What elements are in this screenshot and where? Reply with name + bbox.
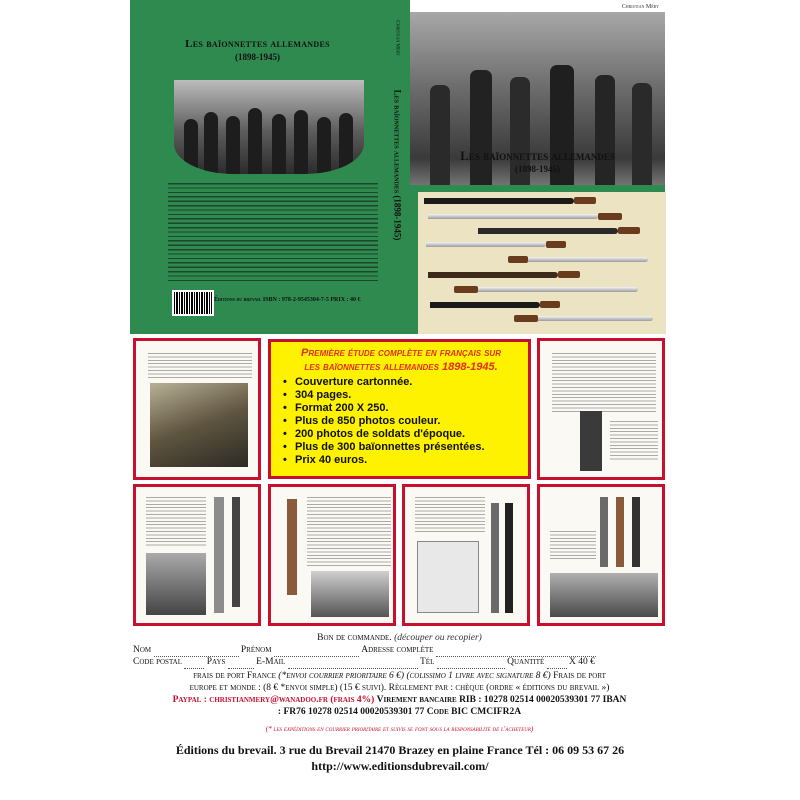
email-field[interactable]: [288, 668, 418, 669]
spine-author: Christian Méry: [394, 20, 400, 56]
bayonet-display-photo: [418, 192, 666, 334]
front-cover-years: (1898-1945): [515, 164, 560, 174]
pays-field[interactable]: [228, 668, 254, 669]
book-spine: [385, 0, 410, 334]
order-form: [133, 633, 666, 743]
back-cover-years: (1898-1945): [235, 52, 280, 62]
order-shipping-france: frais de port France (*envoi courrier prioritaire 6 €) (colissimo 1 livre avec signature 8 €) Frais de port: [193, 671, 606, 681]
preview-page-3: [133, 484, 261, 626]
front-cover-author: Christian Méry: [621, 4, 659, 10]
order-row-contact: Code postal Pays E-Mail Tél Quantité X 40 €: [133, 657, 595, 667]
publisher-footer: [0, 742, 800, 774]
promo-feature: • 304 pages.: [295, 389, 485, 402]
order-shipping-europe: europe et monde : (8 € *envoi simple) (15 € suivi). Règlement par : chèque (ordre « éditions du brevail »): [189, 683, 610, 693]
promo-feature: • Prix 40 euros.: [295, 454, 485, 467]
publisher-address: Éditions du brevail. 3 rue du Brevail 21470 Brazey en plaine France Tél : 06 09 53 67 26: [175, 743, 625, 757]
spine-title: Les baïonnettes allemandes (1898-1945): [392, 89, 403, 241]
order-iban-line: : FR76 10278 02514 00020539301 77 Code BIC CMCIFR2A: [277, 707, 522, 717]
promo-feature: • 200 photos de soldats d'époque.: [295, 428, 485, 441]
preview-page-4: [268, 484, 396, 626]
promo-feature: • Couverture cartonnée.: [295, 376, 485, 389]
preview-page-6: [537, 484, 665, 626]
publisher-website-link[interactable]: http://www.editionsdubrevail.com/: [311, 759, 489, 773]
preview-page-2: [537, 338, 665, 480]
promo-feature: • Format 200 X 250.: [295, 402, 485, 415]
quantite-field[interactable]: [547, 668, 567, 669]
order-payment-line: Paypal : christianmery@wanadoo.fr (frais 4%) Virement bancaire RIB : 10278 02514 00020539301 77 IBAN: [172, 695, 627, 705]
back-cover-photo: [174, 80, 364, 174]
preview-page-5: [402, 484, 530, 626]
promo-box: [268, 339, 531, 479]
order-note: (* les expéditions en courrier prioritaire et suivis se font sous la responsabilité de l'acheteur): [265, 724, 534, 733]
promo-feature: • Plus de 300 baïonnettes présentées.: [295, 441, 485, 454]
promo-feature-list: [281, 376, 485, 467]
promo-headline: Première étude complète en français sur les baïonnettes allemandes 1898-1945.: [301, 347, 501, 373]
preview-page-1: [133, 338, 261, 480]
order-row-name: Nom Prénom Adresse complète: [133, 645, 666, 657]
code-postal-field[interactable]: [184, 668, 204, 669]
back-cover-text: [168, 183, 378, 283]
book-front-cover: [410, 0, 665, 334]
back-cover-footer: Éditions du brevail ISBN : 978-2-9545304-7-5 PRIX : 40 €: [214, 297, 361, 303]
order-form-title: Bon de commande. (découper ou recopier): [317, 633, 482, 643]
barcode: [172, 290, 214, 316]
book-back-cover: [130, 0, 385, 334]
front-cover-title: Les baïonnettes allemandes: [460, 148, 615, 163]
back-cover-title: Les baïonnettes allemandes: [185, 38, 330, 50]
tel-field[interactable]: [437, 668, 505, 669]
promo-feature: • Plus de 850 photos couleur.: [295, 415, 485, 428]
